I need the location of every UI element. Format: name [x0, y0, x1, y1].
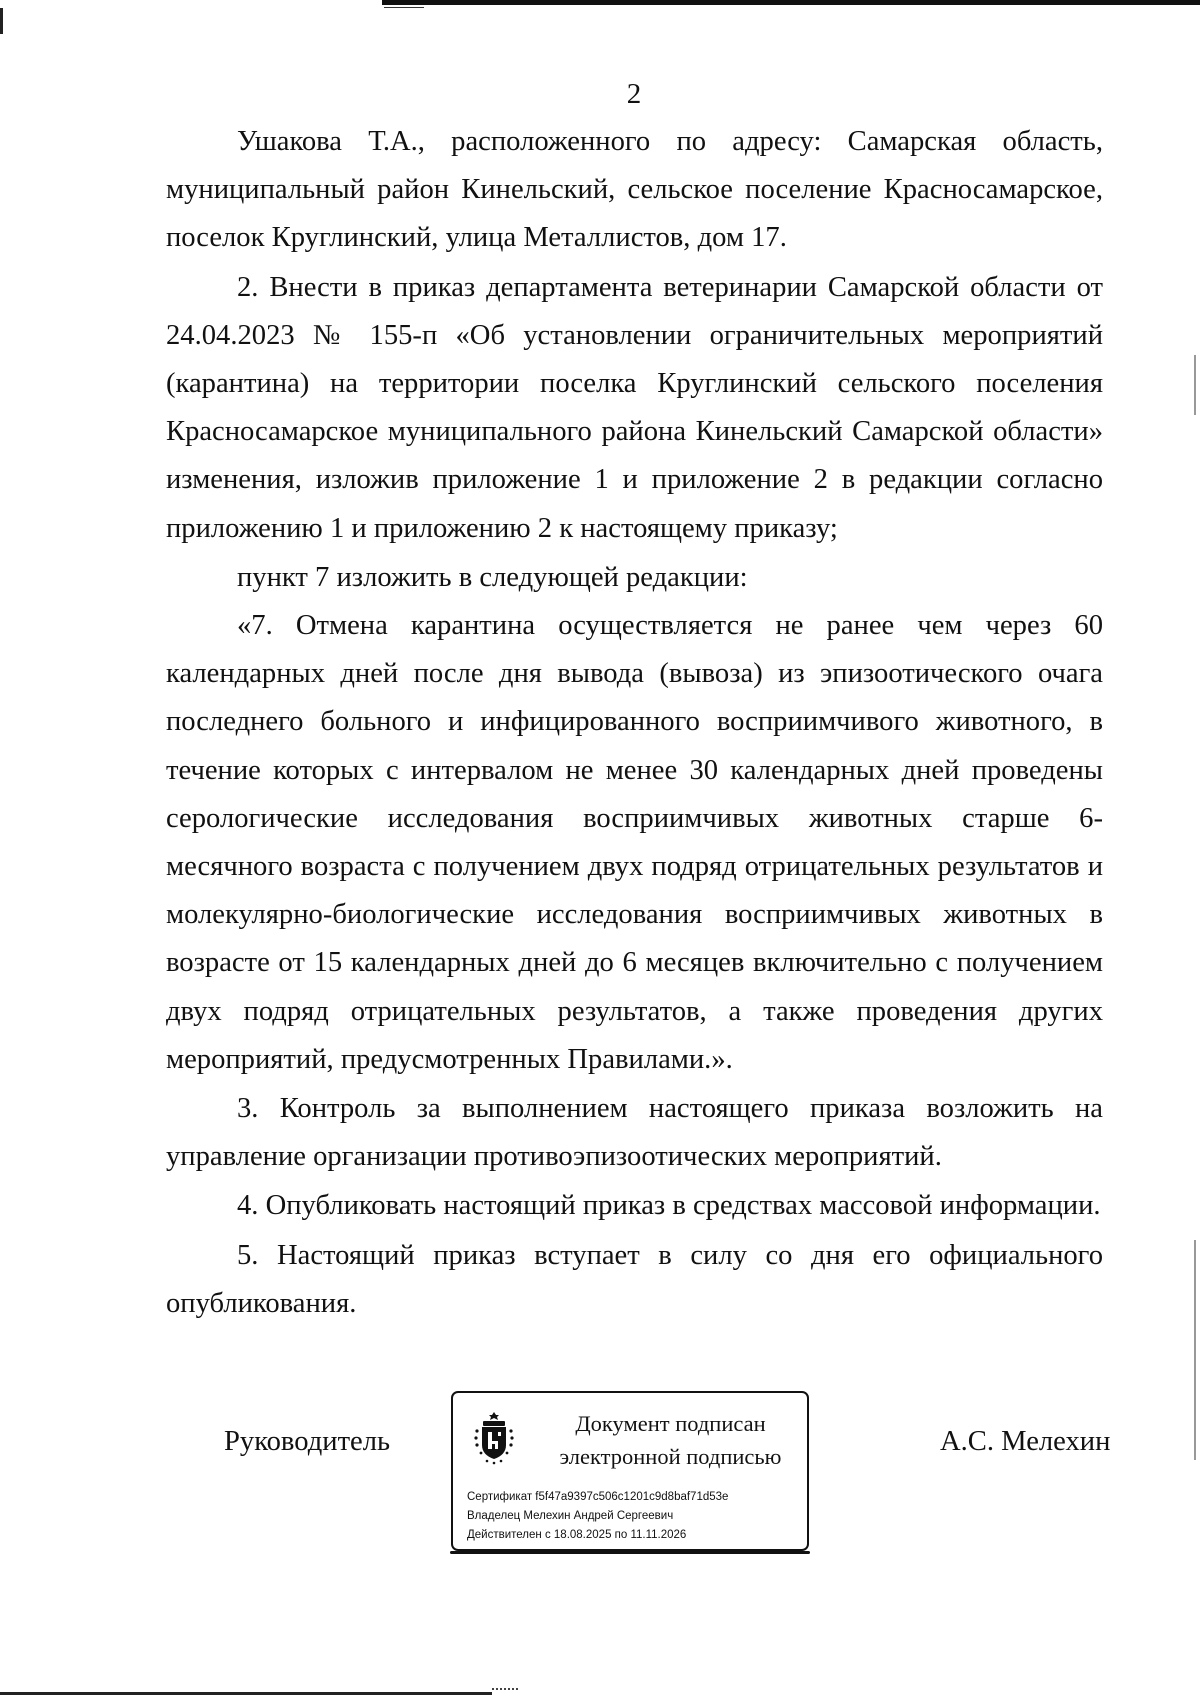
paragraph-address: Ушакова Т.А., расположенного по адресу: Самарская область, муниципальный район Кинельский, сельское поселение Красносамарское, поселок Круглинский, улица Металлистов, дом 17. [166, 126, 1103, 254]
scan-edge-top [382, 0, 1200, 5]
stamp-validity: Действителен с 18.08.2025 по 11.11.2026 [467, 1529, 687, 1541]
stamp-title-line2: электронной подписью [559, 1444, 782, 1469]
scan-edge-left [0, 8, 3, 34]
scan-edge-bottom-dots [492, 1688, 518, 1692]
electronic-signature-stamp [451, 1391, 809, 1551]
document-body [166, 118, 1103, 1328]
stamp-details [467, 1488, 728, 1545]
stamp-certificate: Сертификат f5f47a9397c506c1201c9d8baf71d53e [467, 1491, 729, 1503]
paragraph-item-4: 4. Опубликовать настоящий приказ в средствах массовой информации. [237, 1190, 1101, 1222]
paragraph-item-5: 5. Настоящий приказ вступает в силу со дня его официального опубликования. [166, 1239, 1103, 1319]
stamp-owner: Владелец Мелехин Андрей Сергеевич [467, 1510, 674, 1522]
signatory-role: Руководитель [224, 1426, 391, 1457]
signature-block [0, 1386, 1200, 1556]
signatory-name: А.С. Мелехин [940, 1426, 1111, 1457]
scan-edge-top-thin [384, 7, 424, 8]
stamp-title [548, 1407, 793, 1473]
paragraph-item-2: 2. Внести в приказ департамента ветеринарии Самарской области от 24.04.2023 № 155-п «Об установлении ограничительных мероприятий (карантина) на территории поселка Круглинский сельского поселения Красносамарское муниципального района Кинельский Самарской области» изменения, изложив приложение 1 и приложение 2 в редакции согласно приложению 1 и приложению 2 к настоящему приказу; [166, 271, 1103, 544]
coat-of-arms-icon [473, 1411, 515, 1465]
page-number: 2 [626, 78, 642, 110]
paragraph-item-7-intro: пункт 7 изложить в следующей редакции: [237, 561, 748, 593]
stamp-title-line1: Документ подписан [575, 1411, 766, 1436]
scan-edge-bottom [0, 1692, 492, 1695]
scan-edge-right [1194, 355, 1196, 415]
paragraph-item-7-text: «7. Отмена карантина осуществляется не ранее чем через 60 календарных дней после дня вывода (вывоза) из эпизоотического очага последнего больного и инфицированного восприимчивого животного, в течение которых с интервалом не менее 30 календарных дней проведены серологические исследования восприимчивых животных старше 6-месячного возраста с получением двух подряд отрицательных результатов и молекулярно-биологические исследования восприимчивых животных в возрасте от 15 календарных дней до 6 месяцев включительно с получением двух подряд отрицательных результатов, а также проведения других мероприятий, предусмотренных Правилами.». [166, 610, 1103, 1075]
paragraph-item-3: 3. Контроль за выполнением настоящего приказа возложить на управление организации противоэпизоотических мероприятий. [166, 1093, 1103, 1173]
